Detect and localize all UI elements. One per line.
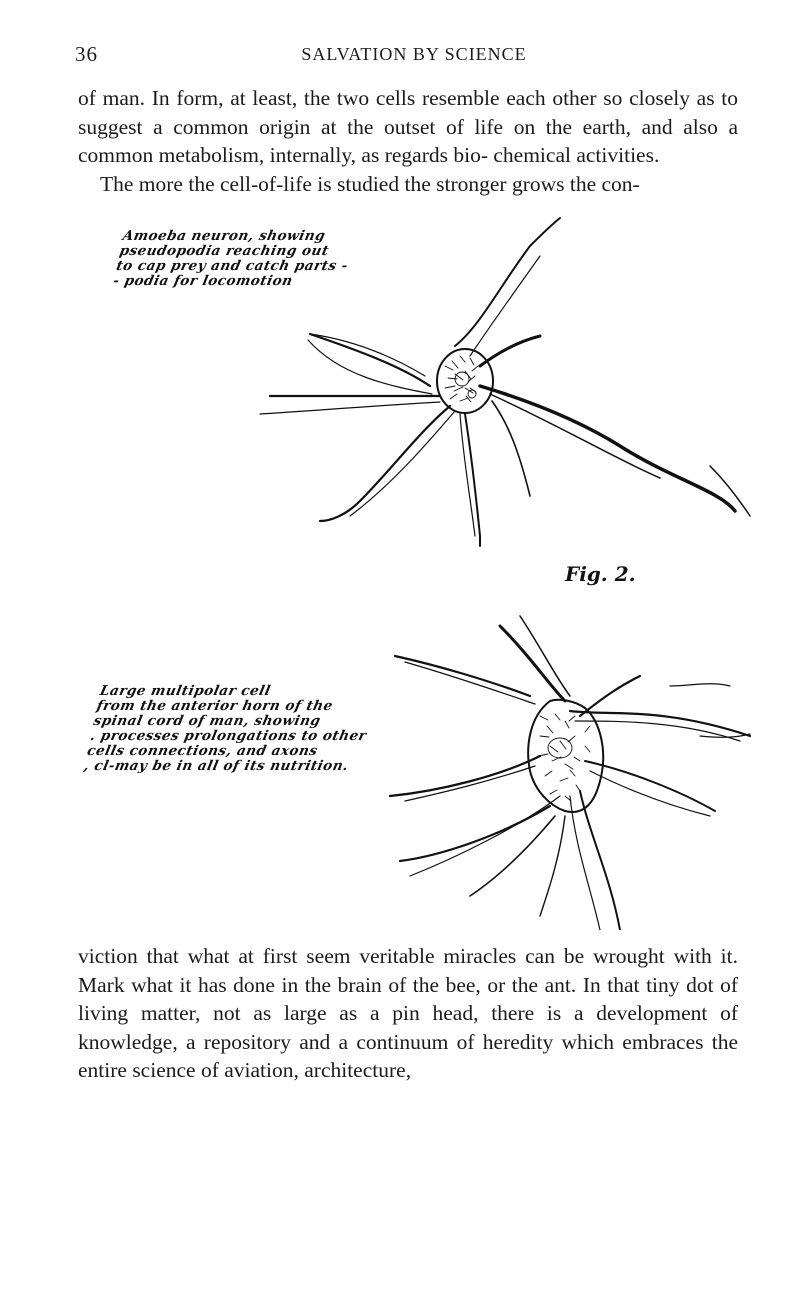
annotation-line: Amoeba neuron, showing [121, 228, 327, 244]
text-line: closely as to suggest a common origin at the outset of life on the [78, 86, 739, 139]
running-head: SALVATION BY SCIENCE [301, 44, 527, 64]
paragraph-bottom [78, 942, 738, 1085]
figure-label: Fig. 2. [565, 562, 636, 586]
text-line: is a development of knowledge, a repository and a continuum of [78, 1001, 739, 1054]
annotation-line: . processes prolongations to other [88, 728, 368, 744]
page-number: 36 [75, 42, 98, 66]
annotation-line: - podia for locomotion [111, 273, 295, 289]
annotation-line: to cap prey and catch parts - [114, 258, 350, 274]
annotation-line: from the anterior horn of the [95, 698, 335, 714]
annotation-line: pseudopodia reaching out [118, 243, 331, 259]
annotation-line: , cl-may be in all of its nutrition. [82, 758, 351, 774]
annotation-line: cells connections, and axons [85, 743, 320, 759]
text-line: with it. Mark what it has done in the brain of the bee, or the ant. [78, 944, 739, 997]
page-header [75, 42, 735, 70]
text-line: viction that what at first seem veritable miracles can be wrought [78, 944, 665, 968]
text-line: heredity which embraces the entire science of aviation, architecture, [78, 1029, 739, 1082]
text-line: earth, and also a common metabolism, internally, as regards bio- [78, 114, 739, 167]
text-line: of man. In form, at least, the two cells resemble each other so [78, 86, 623, 110]
text-line: chemical activities. [493, 143, 660, 167]
annotation-line: Large multipolar cell [98, 683, 273, 699]
annotation-lower [82, 684, 431, 774]
annotation-upper [112, 229, 445, 289]
lower-cell-drawing [390, 616, 750, 930]
neuron-illustration [60, 216, 760, 930]
text-line: The more the cell-of-life is studied the stronger grows the con- [100, 171, 640, 196]
annotation-line: spinal cord of man, showing [92, 713, 323, 729]
paragraph-top [78, 84, 738, 198]
text-line: In that tiny dot of living matter, not as large as a pin head, there [78, 972, 739, 1025]
